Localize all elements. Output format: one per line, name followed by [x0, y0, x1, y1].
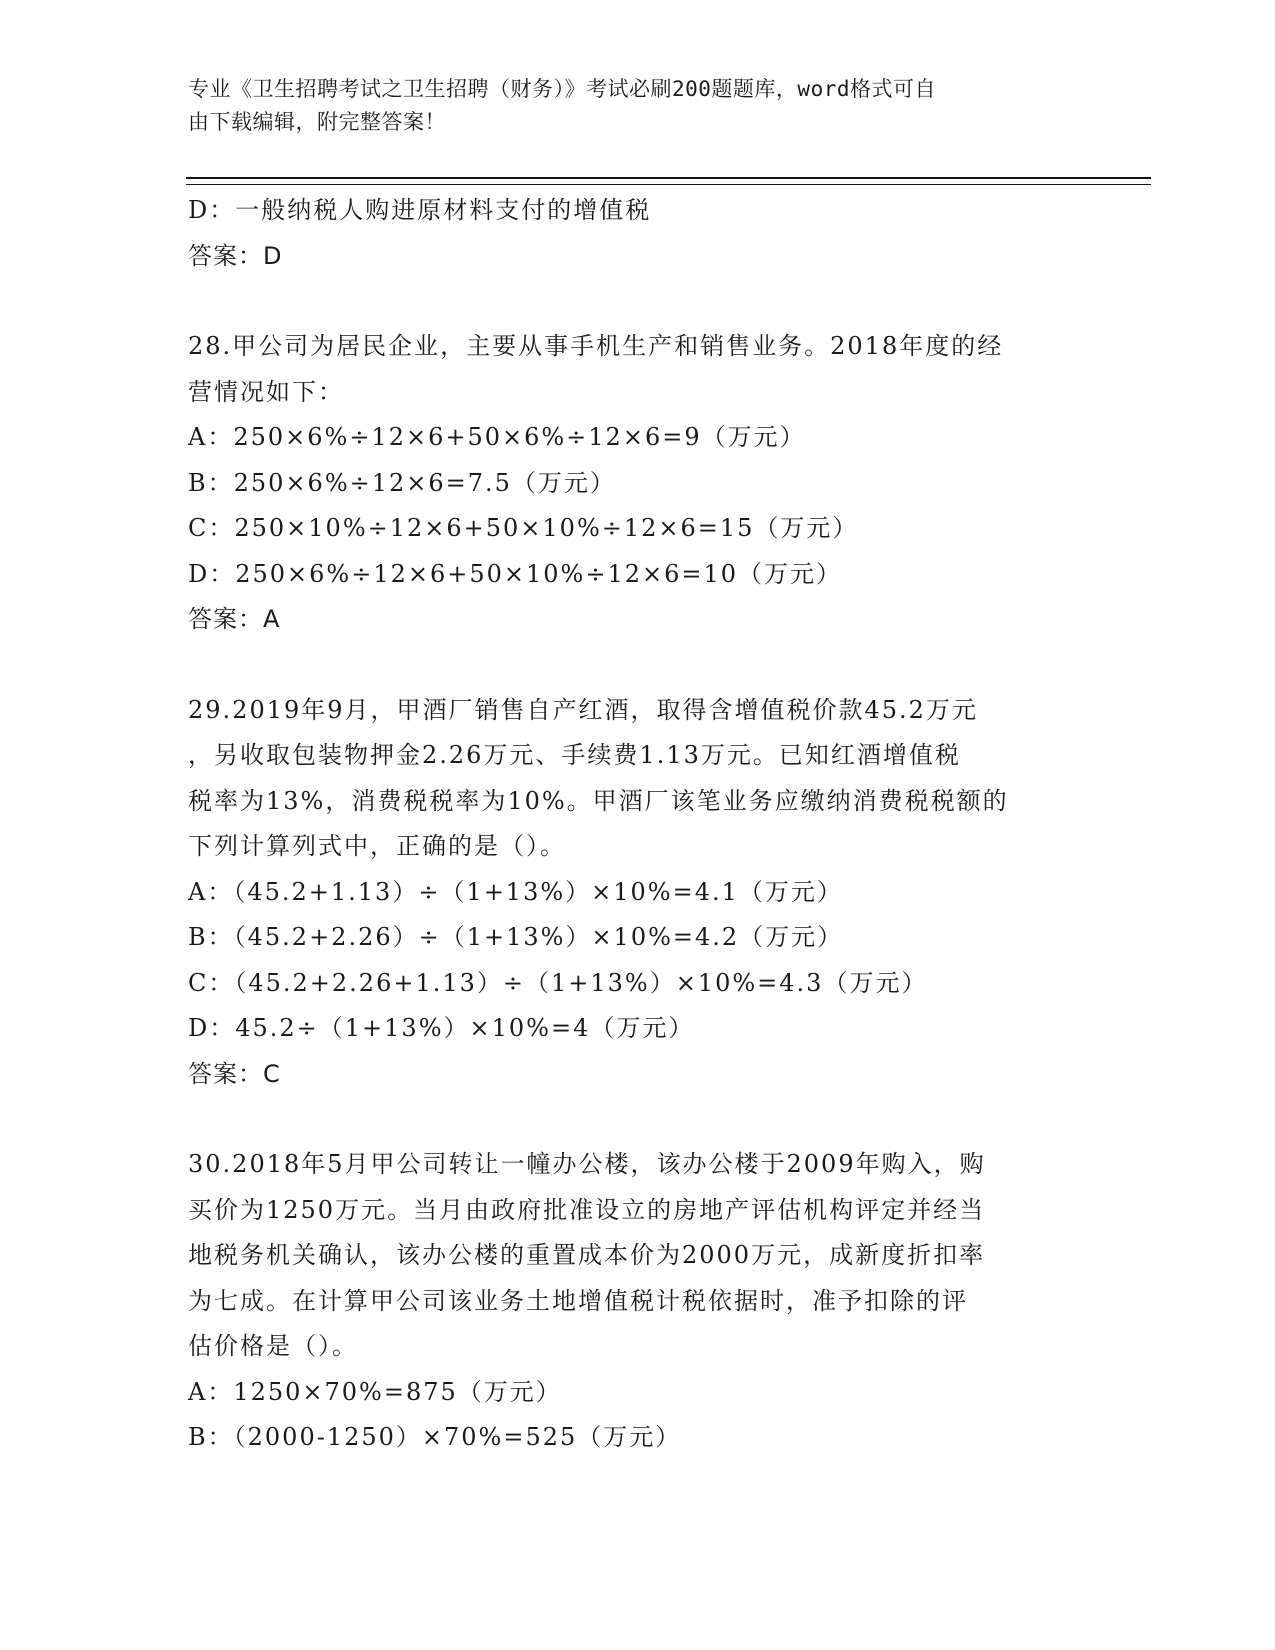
- question-stem-line: 29.2019年9月，甲酒厂销售自产红酒，取得含增值税价款45.2万元: [188, 695, 978, 724]
- option-a: A：250×6%÷12×6+50×6%÷12×6=9（万元）: [188, 423, 806, 451]
- spacer: [188, 643, 1088, 688]
- question-stem-line: 买价为1250万元。当月由政府批准设立的房地产评估机构评定并经当: [188, 1195, 986, 1224]
- question-stem-line: 估价格是（）。: [188, 1332, 358, 1360]
- option-c: C：250×10%÷12×6+50×10%÷12×6=15（万元）: [188, 514, 859, 542]
- question-stem-line: 税率为13%，消费税税率为10%。甲酒厂该笔业务应缴纳消费税税额的: [188, 786, 1009, 815]
- previous-question-tail: [188, 188, 1088, 279]
- header-line-2: 由下载编辑，附完整答案！: [188, 110, 446, 134]
- option-b: B：（2000-1250）×70%=525（万元）: [188, 1423, 682, 1451]
- question-stem-line: 营情况如下：: [188, 377, 344, 406]
- question-stem-line: 下列计算列式中，正确的是（）。: [188, 832, 566, 860]
- option-b: B：250×6%÷12×6=7.5（万元）: [188, 468, 616, 497]
- header-rule-thin: [186, 184, 1151, 185]
- answer-label: 答案：C: [188, 1059, 281, 1088]
- question-29: [188, 688, 1088, 1098]
- question-list: [188, 188, 1088, 1461]
- question-28: [188, 324, 1088, 643]
- spacer: [188, 1097, 1088, 1142]
- question-stem-line: 28.甲公司为居民企业，主要从事手机生产和销售业务。2018年度的经: [188, 332, 1004, 360]
- question-30: [188, 1142, 1088, 1461]
- answer-label: 答案：D: [188, 241, 283, 270]
- spacer: [188, 279, 1088, 324]
- question-stem-line: 30.2018年5月甲公司转让一幢办公楼，该办公楼于2009年购入，购: [188, 1150, 986, 1178]
- option-d: D：一般纳税人购进原材料支付的增值税: [188, 196, 652, 224]
- question-stem-line: ，另收取包装物押金2.26万元、手续费1.13万元。已知红酒增值税: [188, 741, 961, 769]
- question-stem-line: 地税务机关确认，该办公楼的重置成本价为2000万元，成新度折扣率: [188, 1241, 986, 1269]
- answer-label: 答案：A: [188, 605, 281, 633]
- document-header: [188, 73, 1068, 139]
- header-line-1: 专业《卫生招聘考试之卫生招聘（财务）》考试必刷200题题库，word格式可自: [188, 77, 936, 101]
- option-d: D：250×6%÷12×6+50×10%÷12×6=10（万元）: [188, 559, 843, 588]
- option-b: B：（45.2+2.26）÷（1+13%）×10%=4.2（万元）: [188, 923, 844, 951]
- option-a: A：（45.2+1.13）÷（1+13%）×10%=4.1（万元）: [188, 877, 843, 906]
- option-d: D：45.2÷（1+13%）×10%=4（万元）: [188, 1014, 695, 1042]
- option-a: A：1250×70%=875（万元）: [188, 1377, 562, 1406]
- header-rule-thick: [186, 177, 1151, 179]
- question-stem-line: 为七成。在计算甲公司该业务土地增值税计税依据时，准予扣除的评: [188, 1286, 968, 1315]
- option-c: C：（45.2+2.26+1.13）÷（1+13%）×10%=4.3（万元）: [188, 968, 928, 997]
